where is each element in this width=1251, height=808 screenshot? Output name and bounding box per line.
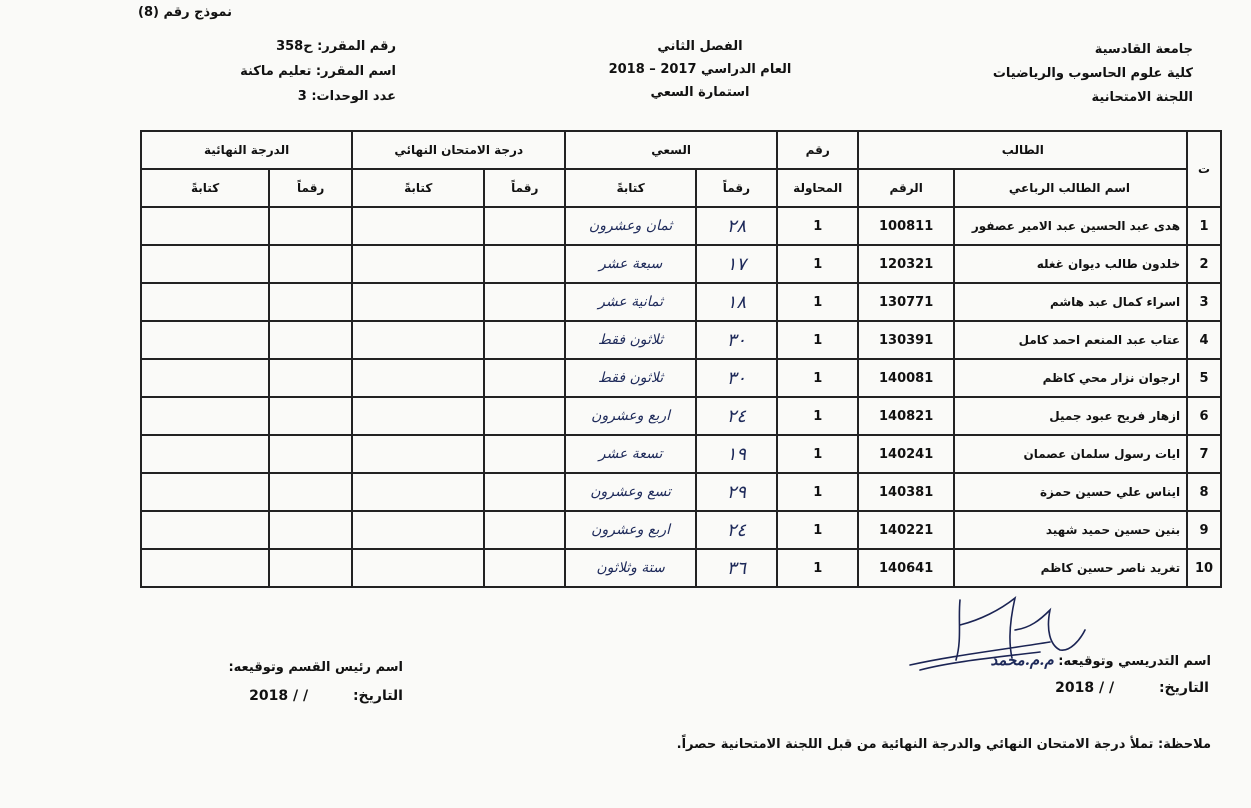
final-number-cell (269, 511, 352, 549)
effort-words: ثمان وعشرون (565, 207, 696, 245)
student-name: تغريد ناصر حسين كاظم (954, 549, 1187, 587)
semester-label: الفصل الثاني (657, 39, 743, 54)
student-id: 140081 (858, 359, 953, 397)
col-name-header: اسم الطالب الرباعي (954, 169, 1187, 207)
academic-year: العام الدراسي 2017 – 2018 (608, 62, 792, 77)
effort-words: تسع وعشرون (565, 473, 696, 511)
col-no-header: ت (1187, 131, 1221, 207)
effort-words: سبعة عشر (565, 245, 696, 283)
exam-number-cell (484, 397, 565, 435)
table-row (141, 207, 1221, 245)
exam-words-header: كتابةً (352, 169, 484, 207)
exam-words-cell (352, 207, 484, 245)
exam-words-cell (352, 321, 484, 359)
final-number-cell (269, 245, 352, 283)
effort-number: ٣٠ (696, 321, 777, 359)
effort-number: ٣٠ (696, 359, 777, 397)
table-row (141, 511, 1221, 549)
row-number: 7 (1187, 435, 1221, 473)
row-number: 8 (1187, 473, 1221, 511)
attempt-number: 1 (777, 359, 859, 397)
attempt-number: 1 (777, 435, 859, 473)
course-units: عدد الوحدات: 3 (297, 89, 396, 104)
exam-words-cell (352, 245, 484, 283)
exam-number-cell (484, 283, 565, 321)
course-name: اسم المقرر: تعليم ماكنة (240, 64, 396, 79)
effort-number: ٢٤ (696, 397, 777, 435)
teacher-label: اسم التدريسي وتوقيعه: (1058, 654, 1211, 669)
final-number-cell (269, 359, 352, 397)
final-number-cell (269, 321, 352, 359)
student-id: 140241 (858, 435, 953, 473)
row-number: 5 (1187, 359, 1221, 397)
final-number-cell (269, 473, 352, 511)
student-id: 140381 (858, 473, 953, 511)
committee-name: اللجنة الامتحانية (1091, 90, 1193, 105)
effort-number: ٢٩ (696, 473, 777, 511)
final-words-cell (141, 511, 269, 549)
student-name: هدى عبد الحسين عبد الامير عصفور (954, 207, 1187, 245)
table-row (141, 283, 1221, 321)
exam-number-cell (484, 511, 565, 549)
teacher-name: م.م.محمد (990, 651, 1054, 669)
student-id: 140221 (858, 511, 953, 549)
student-id: 130771 (858, 283, 953, 321)
exam-words-cell (352, 283, 484, 321)
table-row (141, 549, 1221, 587)
final-number-cell (269, 397, 352, 435)
effort-group-header: السعي (565, 131, 777, 169)
final-words-cell (141, 473, 269, 511)
teacher-date-value: / / 2018 (1055, 680, 1115, 696)
head-date-line (249, 688, 403, 704)
form-number: نموذج رقم (8) (138, 5, 232, 20)
exam-group-header: درجة الامتحان النهائي (352, 131, 565, 169)
attempt-number: 1 (777, 511, 859, 549)
table-row (141, 245, 1221, 283)
exam-number-cell (484, 321, 565, 359)
form-title: استمارة السعي (650, 85, 750, 100)
college-name: كلية علوم الحاسوب والرياضيات (992, 66, 1193, 81)
final-number-cell (269, 435, 352, 473)
final-number-cell (269, 549, 352, 587)
effort-words: ثلاثون فقط (565, 359, 696, 397)
effort-number: ١٧ (696, 245, 777, 283)
student-name: ارجوان نزار محي كاظم (954, 359, 1187, 397)
student-id: 130391 (858, 321, 953, 359)
row-number: 4 (1187, 321, 1221, 359)
row-number: 1 (1187, 207, 1221, 245)
attempt-number: 1 (777, 549, 859, 587)
exam-words-cell (352, 511, 484, 549)
attempt-number: 1 (777, 321, 859, 359)
final-words-cell (141, 435, 269, 473)
teacher-date-label: التاريخ: (1158, 680, 1209, 696)
row-number: 6 (1187, 397, 1221, 435)
table-header-row-1 (141, 131, 1221, 169)
university-name: جامعة القادسية (1094, 42, 1193, 57)
student-name: خلدون طالب ديوان غغله (954, 245, 1187, 283)
student-id: 140641 (858, 549, 953, 587)
student-name: بنين حسين حميد شهيد (954, 511, 1187, 549)
student-name: ايات رسول سلمان عصمان (954, 435, 1187, 473)
final-words-cell (141, 359, 269, 397)
effort-number: ٢٤ (696, 511, 777, 549)
final-group-header: الدرجة النهائية (141, 131, 352, 169)
university-header (993, 38, 1193, 110)
exam-number-cell (484, 549, 565, 587)
teacher-date-line (1055, 680, 1209, 696)
row-number: 10 (1187, 549, 1221, 587)
exam-number-header: رقماً (484, 169, 565, 207)
effort-words: ستة وثلاثون (565, 549, 696, 587)
effort-words-header: كتابةً (565, 169, 696, 207)
final-words-header: كتابةً (141, 169, 269, 207)
semester-header (590, 35, 810, 104)
teacher-sign-line (990, 651, 1211, 669)
footer-note: ملاحظة: تملأ درجة الامتحان النهائي والدرجة النهائية من قبل اللجنة الامتحانية حصراً. (676, 737, 1211, 752)
table-row (141, 321, 1221, 359)
attempt-number: 1 (777, 207, 859, 245)
table-row (141, 435, 1221, 473)
final-number-header: رقماً (269, 169, 352, 207)
effort-number: ٢٨ (696, 207, 777, 245)
final-words-cell (141, 283, 269, 321)
head-date-label: التاريخ: (352, 688, 403, 704)
effort-number: ٣٦ (696, 549, 777, 587)
course-header (240, 34, 396, 109)
attempt-number: 1 (777, 283, 859, 321)
effort-number-header: رقماً (696, 169, 777, 207)
table-row (141, 397, 1221, 435)
exam-words-cell (352, 473, 484, 511)
course-code: رقم المقرر: ح358 (276, 39, 396, 54)
effort-words: اربع وعشرون (565, 511, 696, 549)
attempt-header-top: رقم (777, 131, 859, 169)
final-words-cell (141, 549, 269, 587)
student-group-header: الطالب (858, 131, 1187, 169)
exam-words-cell (352, 549, 484, 587)
student-name: اسراء كمال عبد هاشم (954, 283, 1187, 321)
table-header-row-2 (141, 169, 1221, 207)
student-id: 140821 (858, 397, 953, 435)
final-words-cell (141, 207, 269, 245)
final-words-cell (141, 245, 269, 283)
effort-words: ثلاثون فقط (565, 321, 696, 359)
exam-number-cell (484, 207, 565, 245)
student-id: 120321 (858, 245, 953, 283)
table-row (141, 359, 1221, 397)
attempt-header-bottom: المحاولة (777, 169, 859, 207)
effort-number: ١٨ (696, 283, 777, 321)
exam-words-cell (352, 359, 484, 397)
student-name: ايناس علي حسين حمزة (954, 473, 1187, 511)
col-id-header: الرقم (858, 169, 953, 207)
exam-number-cell (484, 435, 565, 473)
grades-table (140, 130, 1222, 588)
effort-number: ١٩ (696, 435, 777, 473)
attempt-number: 1 (777, 245, 859, 283)
final-number-cell (269, 283, 352, 321)
student-name: عتاب عبد المنعم احمد كامل (954, 321, 1187, 359)
effort-words: ثمانية عشر (565, 283, 696, 321)
table-row (141, 473, 1221, 511)
attempt-number: 1 (777, 473, 859, 511)
row-number: 2 (1187, 245, 1221, 283)
student-name: ازهار فريح عبود جميل (954, 397, 1187, 435)
exam-words-cell (352, 397, 484, 435)
final-words-cell (141, 397, 269, 435)
head-sign-label: اسم رئيس القسم وتوقيعه: (228, 660, 403, 675)
exam-number-cell (484, 245, 565, 283)
effort-words: تسعة عشر (565, 435, 696, 473)
attempt-number: 1 (777, 397, 859, 435)
exam-number-cell (484, 473, 565, 511)
final-words-cell (141, 321, 269, 359)
row-number: 3 (1187, 283, 1221, 321)
head-date-value: / / 2018 (249, 688, 309, 704)
exam-number-cell (484, 359, 565, 397)
final-number-cell (269, 207, 352, 245)
exam-words-cell (352, 435, 484, 473)
row-number: 9 (1187, 511, 1221, 549)
student-id: 100811 (858, 207, 953, 245)
effort-words: اربع وعشرون (565, 397, 696, 435)
